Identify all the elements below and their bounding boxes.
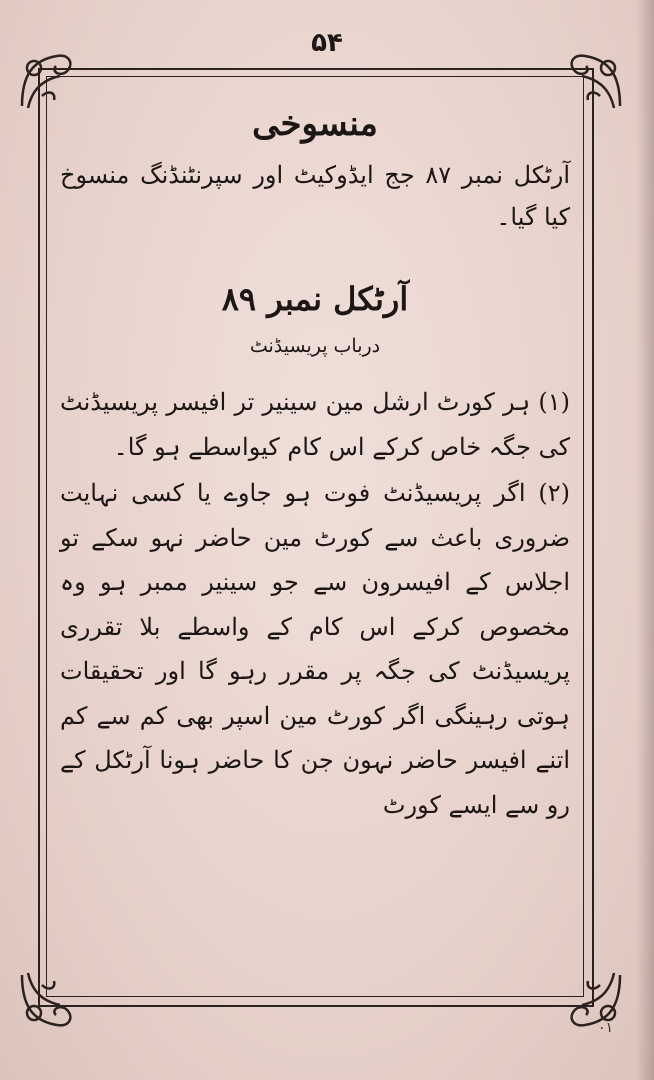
page-content xyxy=(60,100,570,829)
clause-1: (۱) ہر کورٹ ارشل مین سینیر تر افیسر پریسیڈنٹ کی جگہ خاص کرکے اس کام کیواسطے ہو گا۔ xyxy=(60,388,570,461)
page-number: ۵۴ xyxy=(311,28,343,58)
corner-ornament-bottom-left xyxy=(12,965,82,1035)
corner-ornament-bottom-right xyxy=(560,965,630,1035)
book-spine-shadow xyxy=(636,0,654,1080)
repeal-note: آرٹکل نمبر ۸۷ جج ایڈوکیٹ اور سپرنٹنڈنگ منسوخ کیا گیا۔ xyxy=(60,161,570,231)
section-heading: منسوخی xyxy=(252,104,378,144)
article-title: آرٹکل نمبر ۸۹ xyxy=(221,280,409,318)
margin-mark: ۰۱ xyxy=(598,1020,614,1036)
clause-2: (۲) اگر پریسیڈنٹ فوت ہو جاوے یا کسی نہایت ضروری باعث سے کورٹ مین حاضر نہو سکے تو اجلاس کے افیسرون سے جو سینیر ممبر ہو وہ مخصوص کرکے اس کام کے واسطے بلا تقرری پریسیڈنٹ کی جگہ پر مقرر رہو گا اور تحقیقات ہوتی رہینگی اگر کورٹ مین اسپر بھی کم سے کم اتنے افیسر حاضر نہون جن کا حاضر ہونا آرٹکل کے رو سے ایسے کورٹ xyxy=(60,479,570,819)
article-subtitle: درباب پریسیڈنٹ xyxy=(249,335,381,357)
corner-ornament-top-right xyxy=(560,46,630,116)
